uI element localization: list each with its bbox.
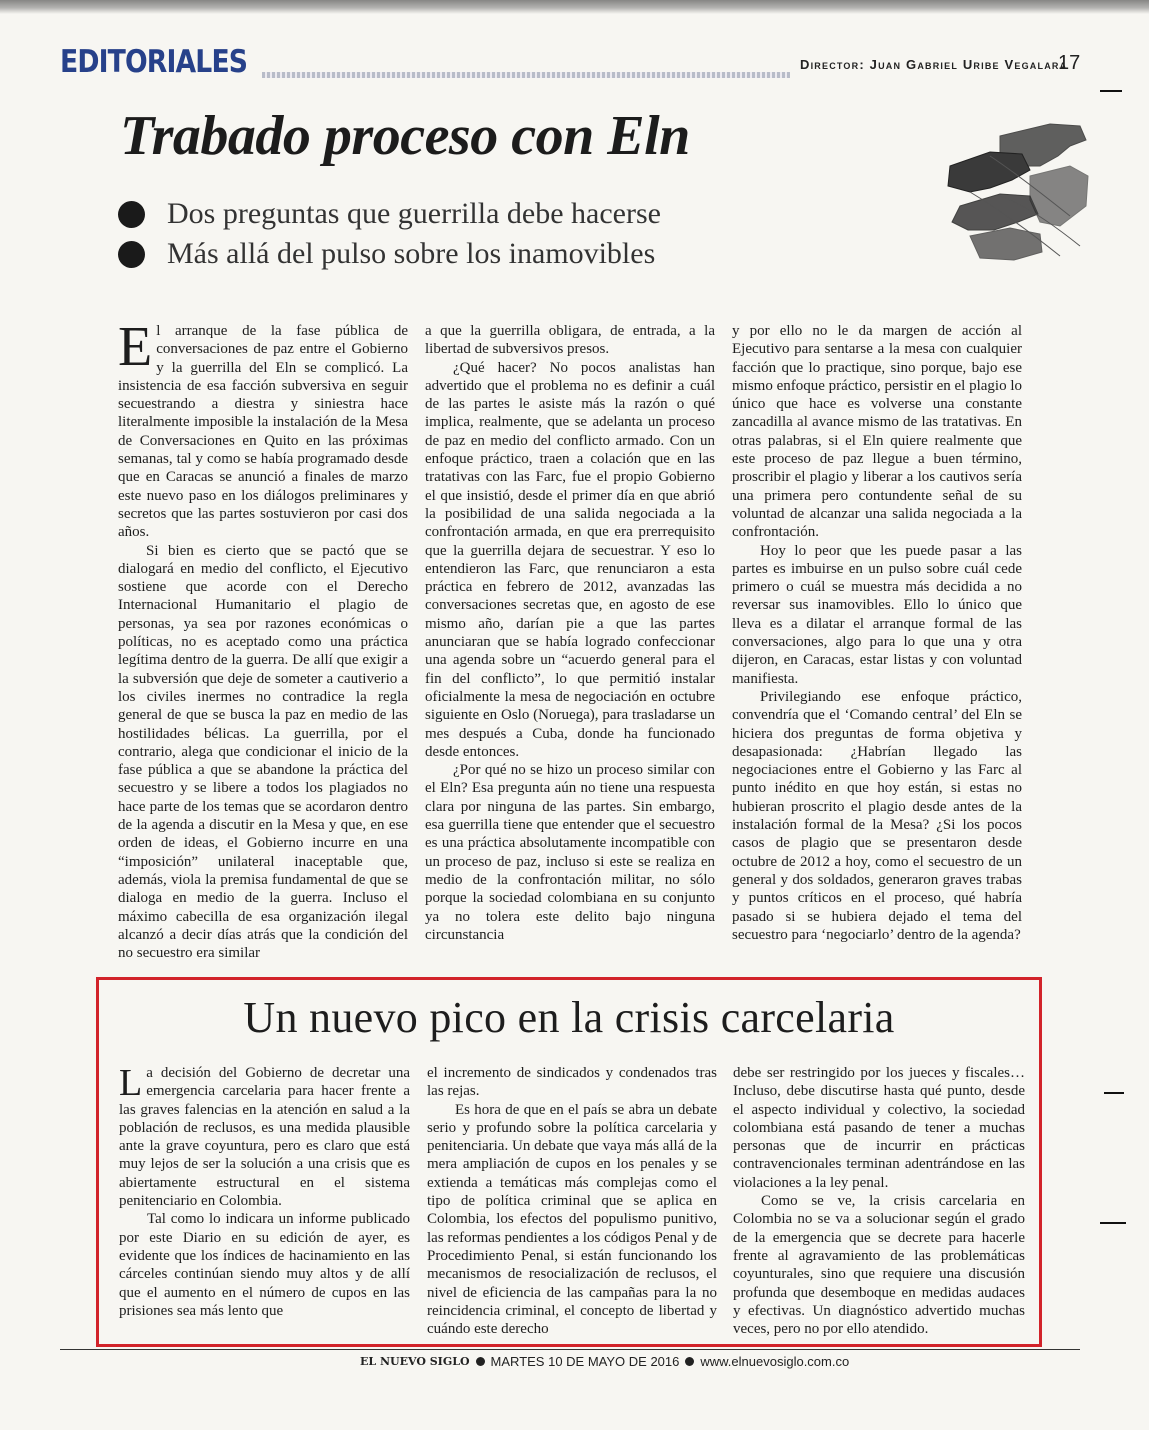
separator-dot-icon: [685, 1357, 694, 1366]
editorial1-column-1: [118, 316, 408, 962]
drop-cap: E: [118, 316, 153, 378]
editorial1-column-2: [425, 322, 715, 944]
bullet-dot-icon: [118, 201, 145, 228]
drop-cap: L: [119, 1062, 143, 1104]
editorial-bullets: [118, 194, 661, 274]
paragraph: y por ello no le da margen de acción al Ejecutivo para sentarse a la mesa con cualquier facción que lo practique, sino porque, bajo ese mismo enfoque práctico, persistir en el plagio lo único que hace es volverse una constante zancadilla al avance mismo de las tratativas. En otras palabras, si el Eln quiere realmente que este proceso de paz llegue a buen término, proscribir el plagio y liberar a los cautivos sería una primera pero contundente señal de su voluntad de alcanzar una salida negociada a la confrontación.: [732, 323, 1022, 541]
editorial2-column-3: [733, 1064, 1025, 1338]
paragraph: ¿Por qué no se hizo un proceso similar con el Eln? Esa pregunta aún no tiene una respuesta clara por ninguna de las partes. Sin embargo, esa guerrilla tiene que entender que el secuestro es una práctica absolutamente incompatible con un proceso de paz, incluso si este se realiza en medio de la confrontación militar, no sólo porque la sociedad colombiana en su conjunto ya no tolera este delito bajo ninguna circunstancia: [425, 762, 715, 943]
editorial-title: Trabado proceso con Eln: [120, 105, 690, 167]
scan-mark: [1100, 90, 1122, 92]
scan-mark: [1104, 1092, 1124, 1094]
paragraph: Tal como lo indicara un informe publicado por este Diario en su edición de ayer, es evidente que los índices de hacinamiento en las cárceles continúan siendo muy altos y de allí que el aumento en el número de cupos en las prisiones sea más lento que: [119, 1211, 410, 1319]
editorial2-column-1: [119, 1064, 410, 1320]
bullet-item: [118, 234, 661, 274]
bullet-text: Dos preguntas que guerrilla debe hacerse: [167, 197, 661, 230]
paragraph: Es hora de que en el país se abra un debate serio y profundo sobre la política carcelaria y penitenciaria. Un debate que vaya más allá de la mera ampliación de cupos en los penales y se extienda a temáticas más complejas como el tipo de política criminal que se aplica en Colombia, los efectos del populismo punitivo, las reformas pendientes a los códigos Penal y de Procedimiento Penal, si están funcionando los mecanismos de resocialización de reclusos, el nivel de eficiencia de las campañas para la no reincidencia criminal, el concepto de libertad y cuándo este derecho: [427, 1101, 717, 1338]
paragraph: el incremento de sindicados y condenados tras las rejas.: [427, 1065, 717, 1100]
paragraph: a decisión del Gobierno de decretar una emergencia carcelaria para hacer frente a las graves falencias en la atención en salud a la población de reclusos, es una medida plausible ante la grave coyuntura, pero es claro que está muy lejos de ser la solución a una crisis que es abiertamente estructural en el sistema penitenciario en Colombia.: [119, 1065, 410, 1210]
editorial1-column-3: [732, 322, 1022, 944]
paragraph: l arranque de la fase pública de conversaciones de paz entre el Gobierno y la guerrilla del Eln se complicó. La insistencia de esa facción subversiva en seguir secuestrando a diestra y siniestra hace literalmente imposible la instalación de la Mesa de Conversaciones en Quito en las próximas semanas, tal y como se había programado desde que en Caracas se anunció a finales de marzo este nuevo paso en los diálogos preliminares y secretos que las partes sostuvieron por casi dos años.: [118, 323, 408, 541]
bullet-dot-icon: [118, 241, 145, 268]
publication-date: MARTES 10 DE MAYO DE 2016: [490, 1354, 680, 1369]
horses-illustration-icon: [930, 96, 1090, 266]
header-rule: [262, 72, 790, 78]
bullet-text: Más allá del pulso sobre los inamovibles: [167, 237, 656, 270]
paragraph: debe ser restringido por los jueces y fiscales… Incluso, debe discutirse hasta qué punto, desde el aspecto individual y colectivo, la sociedad colombiana está pasando de tener a muchas personas que de incurrir en prácticas contravencionales terminan adentrándose en las violaciones a la ley penal.: [733, 1065, 1025, 1191]
section-title: EDITORIALES: [60, 44, 248, 80]
highlighted-editorial-box: [96, 977, 1042, 1347]
scan-mark: [1100, 1222, 1126, 1224]
paragraph: Privilegiando ese enfoque práctico, convendría que el ‘Comando central’ del Eln se hiciera dos preguntas de forma objetiva y desapasionada: ¿Habrían llegado las negociaciones entre el Gobierno y las Farc al punto inédito en que hoy están, si estas no hubieran proscrito el plagio desde antes de la instalación formal de la Mesa? ¿Si los pocos casos de plagio que se presentaron desde octubre de 2012 a hoy, como el secuestro de un general y dos soldados, generaron graves trabas y puntos críticos en el proceso, qué habría pasado si se hubiera dejado el tema del secuestro para ‘negociarlo’ dentro de la agenda?: [732, 688, 1022, 943]
footer-rule: [60, 1349, 1080, 1350]
paragraph: Hoy lo peor que les puede pasar a las partes es imbuirse en un pulso sobre cuál cede primero o cuál se muestra más decidida a no reversar sus inamovibles. Ello lo único que lleva es a dilatar el arranque formal de las conversaciones, algo para lo que una y otra dijeron, en Caracas, estar listas y con voluntad manifiesta.: [732, 542, 1022, 687]
editorial2-title: Un nuevo pico en la crisis carcelaria: [243, 993, 895, 1042]
paragraph: Como se ve, la crisis carcelaria en Colombia no se va a solucionar según el grado de la emergencia que se decrete para hacerle frente al agravamiento de las problemáticas coyunturales, sino que requiere una discusión profunda que desemboque en medidas audaces y efectivas. Un diagnóstico advertido muchas veces, pero no por ello atendido.: [733, 1193, 1025, 1338]
paragraph: ¿Qué hacer? No pocos analistas han advertido que el problema no es definir a cuál de las partes le asiste más la razón o qué implica, realmente, que se adelanta un proceso de paz en medio del conflicto armado. Con un enfoque práctico, traen a colación que en las tratativas con las Farc, fue el propio Gobierno el que insistió, desde el primer día en que abrió la posibilidad de una salida negociada a la confrontación armada, en que era prerrequisito que la guerrilla dejara de secuestrar. Y eso lo entendieron las Farc, que renunciaron a esta práctica en febrero de 2012, avanzadas las conversaciones secretas que, en agosto de ese mismo año, darían pie a que las partes anunciaran que se había logrado confeccionar una agenda sobre un “acuerdo general para el fin del conflicto”, lo que permitió instalar oficialmente la mesa de negociación en octubre siguiente en Oslo (Noruega), para trasladarse un mes después a Cuba, donde ha funcionado desde entonces.: [425, 359, 715, 760]
bullet-item: [118, 194, 661, 234]
paragraph: Si bien es cierto que se pactó que se dialogará en medio del conflicto, el Ejecutivo sostiene que acorde con el Derecho Internacional Humanitario el plagio de personas, ya sea por razones económicas o políticas, no es aceptado como una práctica legítima dentro de la guerra. De allí que exigir a la subversión que deje de someter a cautiverio a los civiles inermes no contradice la regla general de que se busca la paz en medio de las hostilidades bélicas. La guerrilla, por el contrario, alega que condicionar el inicio de la fase pública a que se abandone la práctica del secuestro y se libere a todos los plagiados no hace parte de los temas que se acordaron dentro de la agenda a discutir en la Mesa y que, en ese orden de ideas, el Gobierno incurre en una “imposición” unilateral inaceptable que, además, viola la premisa fundamental de que se dialoga en medio de la guerra. Incluso el máximo cabecilla de esa organización ilegal alcanzó a decir días atrás que la condición del no secuestro era similar: [118, 542, 408, 962]
separator-dot-icon: [476, 1357, 485, 1366]
paragraph: a que la guerrilla obligara, de entrada, a la libertad de subversivos presos.: [425, 323, 715, 358]
editorial2-column-2: [427, 1064, 717, 1338]
page-number: 17: [1058, 52, 1081, 74]
website-url: www.elnuevosiglo.com.co: [700, 1354, 850, 1369]
page-footer: [360, 1354, 849, 1369]
newspaper-brand: EL NUEVO SIGLO: [360, 1355, 470, 1368]
scan-top-strip: [0, 0, 1149, 14]
director-credit: Director: Juan Gabriel Uribe Vegalara: [800, 57, 1068, 72]
